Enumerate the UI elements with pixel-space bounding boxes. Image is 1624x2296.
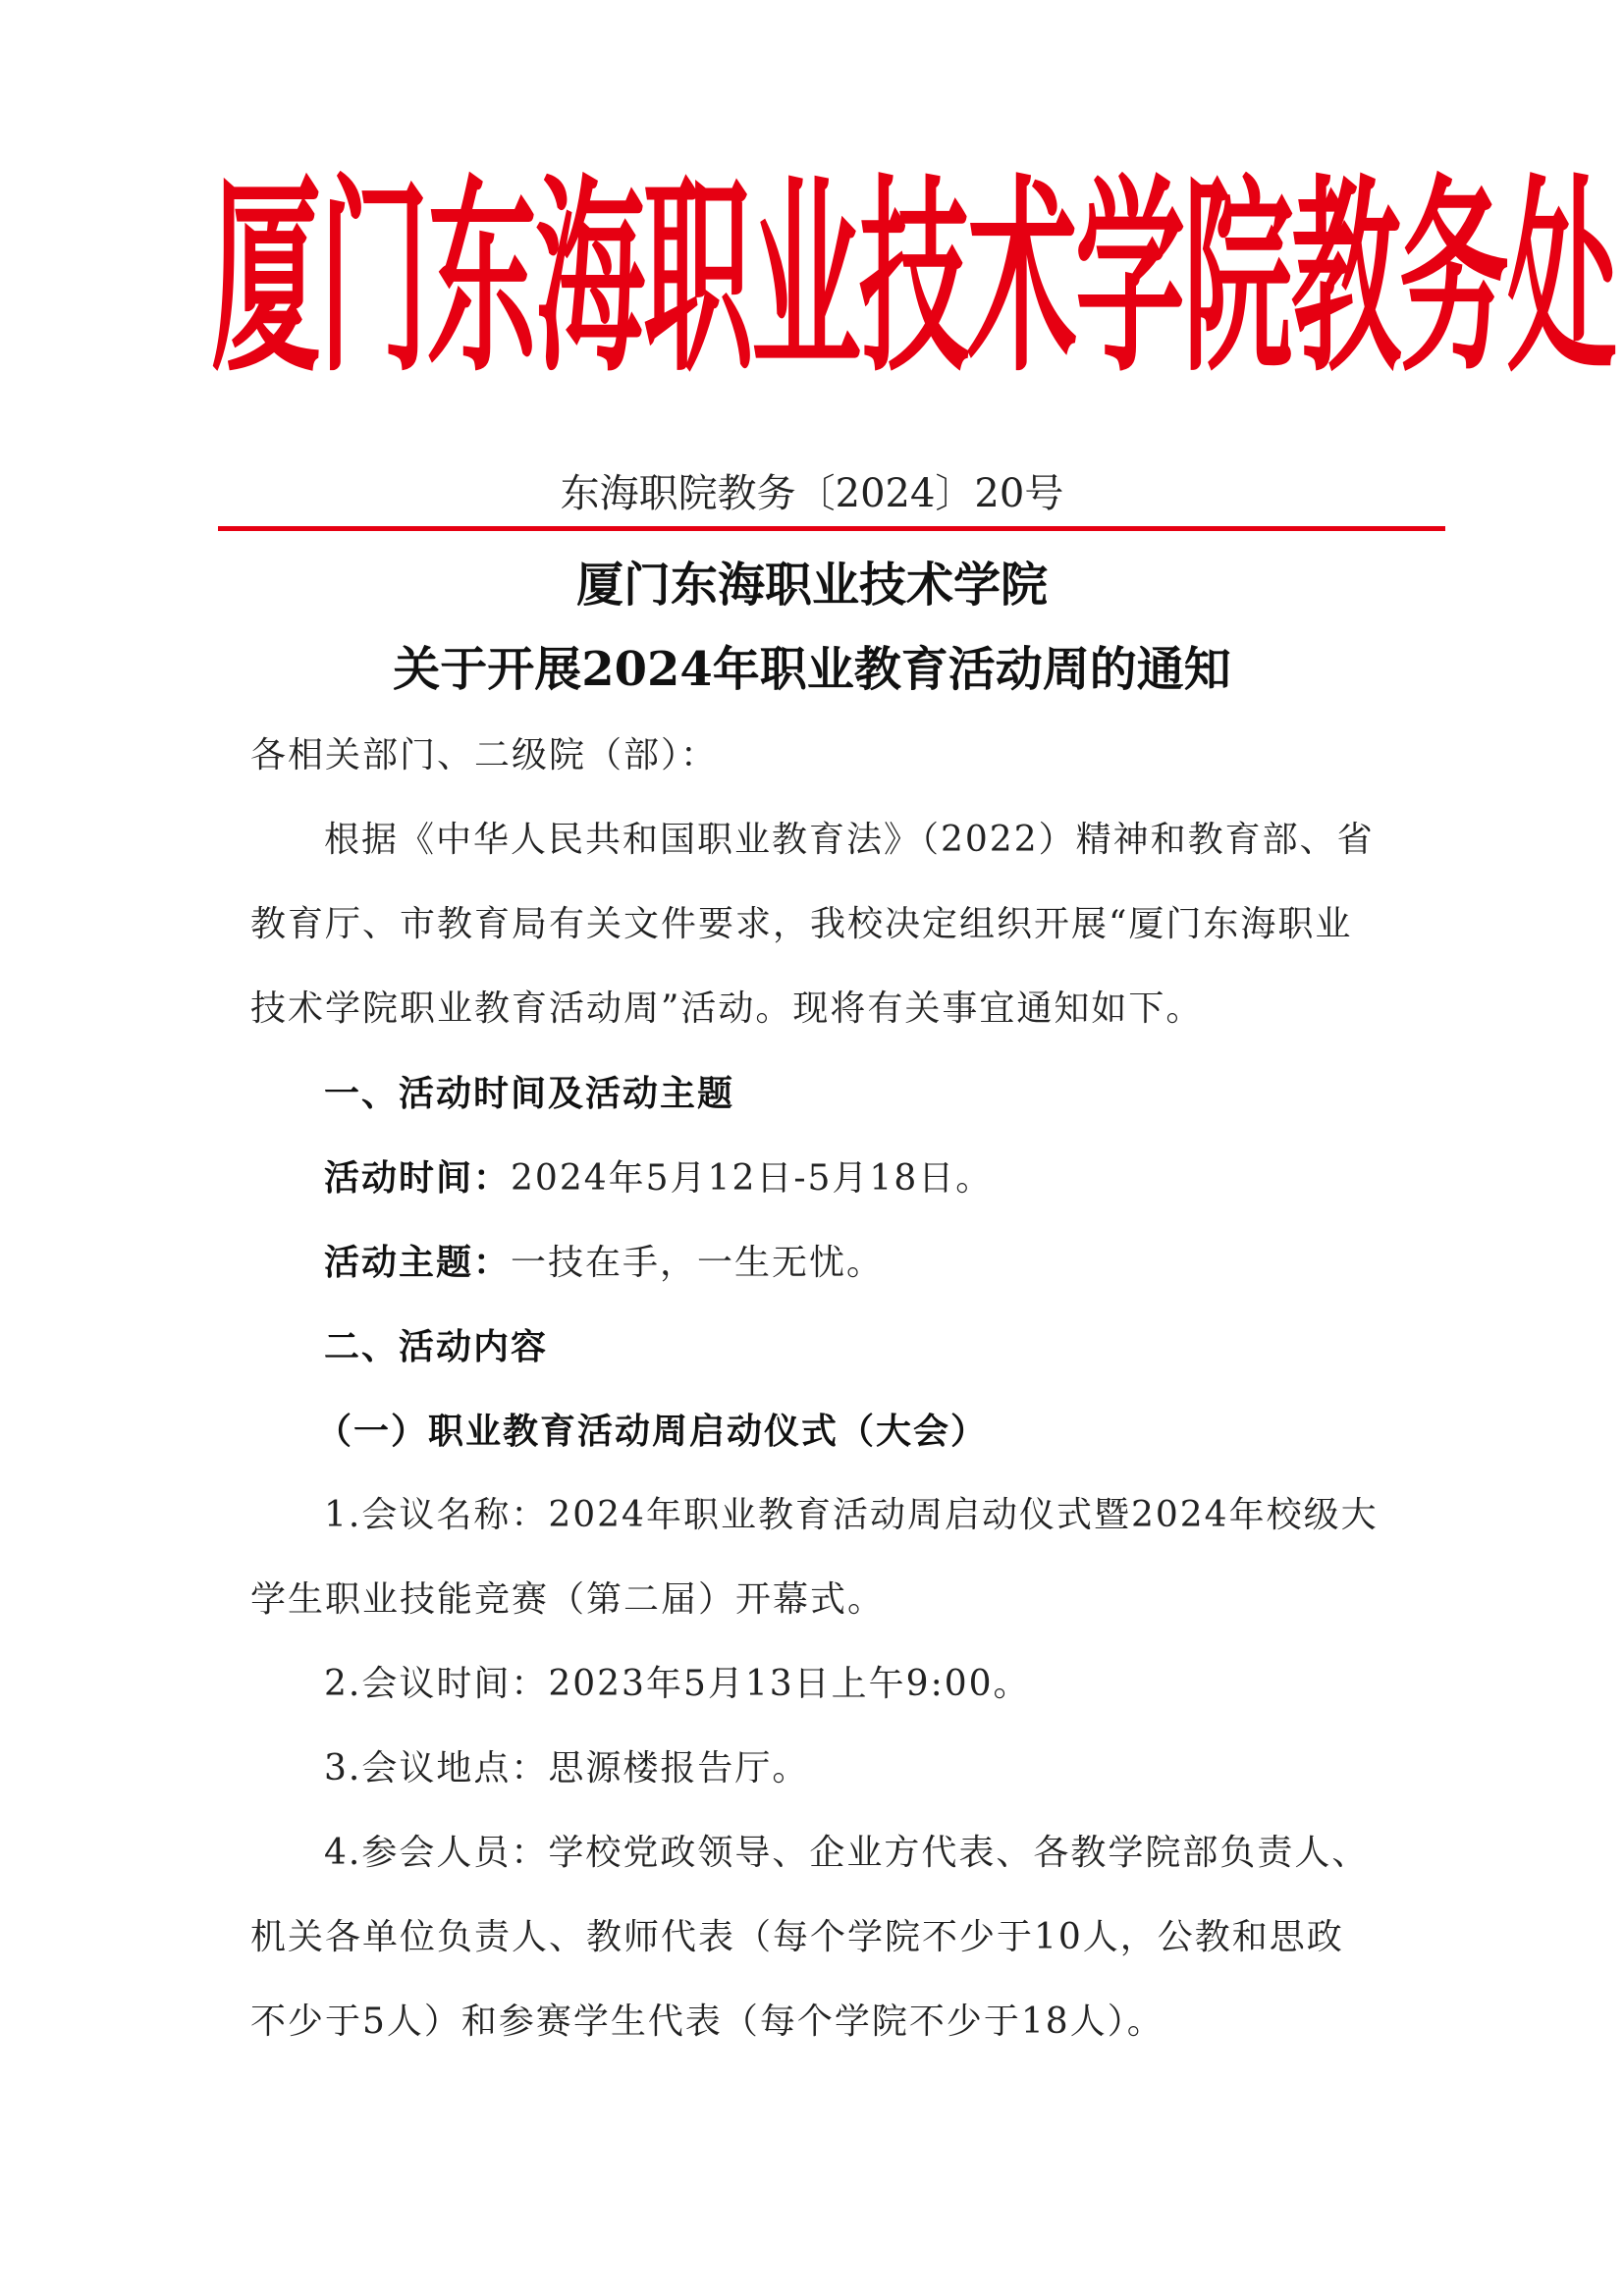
attendees-line-3: 不少于5人）和参赛学生代表（每个学院不少于18人）。	[250, 2002, 1164, 2042]
letterhead-title: 厦门东海职业技术学院教务处	[211, 158, 1615, 401]
red-divider-line	[218, 526, 1445, 531]
subsection-1-heading: （一）职业教育活动周启动仪式（大会）	[316, 1411, 989, 1452]
activity-theme-label: 活动主题：	[324, 1242, 512, 1283]
activity-time	[324, 1154, 993, 1202]
section-1-heading: 一、活动时间及活动主题	[324, 1073, 735, 1114]
activity-theme-value: 一技在手，一生无忧。	[511, 1243, 885, 1283]
section-2-heading: 二、活动内容	[324, 1326, 549, 1367]
activity-theme	[324, 1239, 884, 1287]
notice-title-line-2: 关于开展2024年职业教育活动周的通知	[393, 642, 1231, 697]
notice-title-line-1: 厦门东海职业技术学院	[575, 558, 1048, 613]
meeting-location: 3.会议地点：思源楼报告厅。	[324, 1748, 810, 1789]
activity-time-value: 2024年5月12日-5月18日。	[511, 1158, 994, 1199]
attendees-line-2: 机关各单位负责人、教师代表（每个学院不少于10人，公教和思政	[250, 1917, 1344, 1957]
attendees-line-1: 4.参会人员：学校党政领导、企业方代表、各教学院部负责人、	[324, 1833, 1370, 1873]
salutation: 各相关部门、二级院（部）：	[250, 735, 719, 775]
meeting-time: 2.会议时间：2023年5月13日上午9:00。	[324, 1664, 1031, 1704]
intro-line-3: 技术学院职业教育活动周”活动。现将有关事宜通知如下。	[250, 988, 1204, 1029]
meeting-name-line-2: 学生职业技能竞赛（第二届）开幕式。	[250, 1579, 886, 1620]
intro-line-2: 教育厅、市教育局有关文件要求，我校决定组织开展“厦门东海职业	[250, 904, 1353, 944]
meeting-name-line-1: 1.会议名称：2024年职业教育活动周启动仪式暨2024年校级大	[324, 1495, 1379, 1535]
document-number: 东海职院教务〔2024〕20号	[560, 471, 1064, 516]
activity-time-label: 活动时间：	[324, 1157, 512, 1199]
intro-line-1: 根据《中华人民共和国职业教育法》（2022）精神和教育部、省	[324, 820, 1375, 860]
